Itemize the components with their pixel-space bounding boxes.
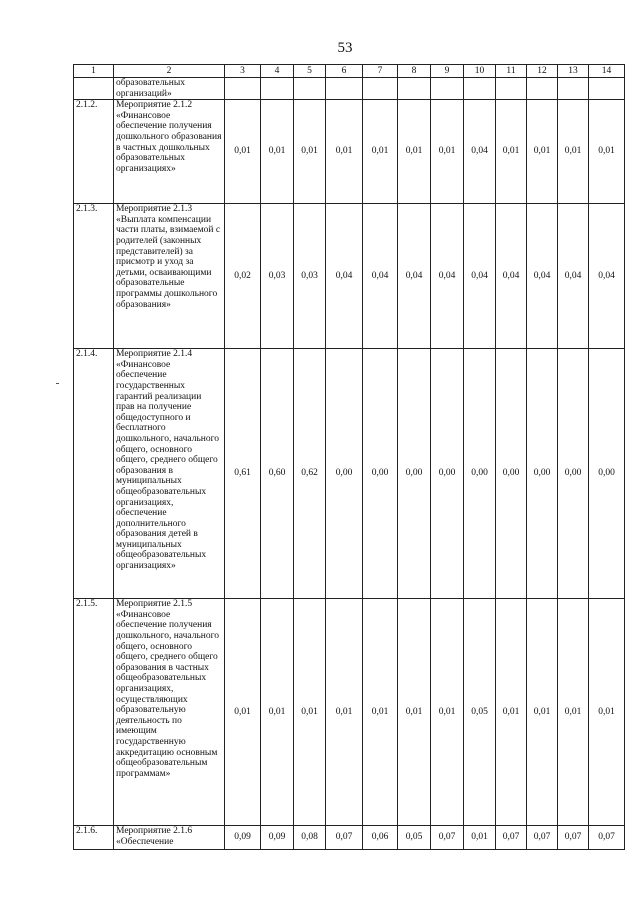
value-cell: 0,01 (431, 100, 464, 204)
value-cell: 0,07 (558, 826, 589, 850)
value-cell: 0,01 (294, 100, 326, 204)
page-number: 53 (337, 40, 353, 56)
value-cell: 0,01 (589, 100, 625, 204)
indicator-table (73, 64, 625, 850)
row-number: 2.1.5. (74, 599, 114, 826)
value-cell (431, 78, 464, 100)
value-cell: 0,00 (326, 349, 363, 599)
value-cell: 0,04 (431, 204, 464, 349)
value-cell: 0,07 (431, 826, 464, 850)
value-cell: 0,01 (464, 826, 496, 850)
value-cell: 0,05 (398, 826, 431, 850)
value-cell (589, 78, 625, 100)
value-cell: 0,01 (225, 100, 261, 204)
value-cell: 0,03 (294, 204, 326, 349)
value-cell: 0,07 (496, 826, 527, 850)
value-cell: 0,00 (589, 349, 625, 599)
column-header: 9 (431, 65, 464, 78)
value-cell (326, 78, 363, 100)
value-cell: 0,01 (527, 100, 558, 204)
value-cell: 0,01 (294, 599, 326, 826)
value-cell (261, 78, 294, 100)
value-cell: 0,01 (558, 100, 589, 204)
value-cell: 0,09 (261, 826, 294, 850)
value-cell: 0,04 (496, 204, 527, 349)
value-cell: 0,06 (363, 826, 398, 850)
value-cell: 0,01 (558, 599, 589, 826)
value-cell: 0,03 (261, 204, 294, 349)
value-cell (398, 78, 431, 100)
column-header: 10 (464, 65, 496, 78)
table-row (74, 204, 625, 349)
value-cell: 0,01 (363, 599, 398, 826)
table-row (74, 100, 625, 204)
value-cell: 0,04 (589, 204, 625, 349)
value-cell (225, 78, 261, 100)
value-cell: 0,04 (326, 204, 363, 349)
value-cell: 0,04 (398, 204, 431, 349)
value-cell (464, 78, 496, 100)
column-header: 2 (114, 65, 225, 78)
value-cell (527, 78, 558, 100)
value-cell: 0,09 (225, 826, 261, 850)
value-cell: 0,00 (496, 349, 527, 599)
value-cell (496, 78, 527, 100)
column-header: 7 (363, 65, 398, 78)
row-number: 2.1.4. (74, 349, 114, 599)
value-cell: 0,01 (326, 100, 363, 204)
value-cell: 0,07 (527, 826, 558, 850)
value-cell: 0,07 (326, 826, 363, 850)
value-cell: 0,04 (558, 204, 589, 349)
value-cell: 0,00 (464, 349, 496, 599)
row-description: Мероприятие 2.1.4 «Финансовое обеспечение государственных гарантий реализации прав на получение общедоступного и бесплатного дошкольного, начального общего, основного общего, среднего общего образования в муниципальных общеобразовательных организациях, обеспечение дополнительного образования детей в муниципальных общеобразовательных организациях» (114, 349, 225, 599)
value-cell: 0,07 (589, 826, 625, 850)
value-cell: 0,00 (398, 349, 431, 599)
value-cell: 0,01 (398, 100, 431, 204)
table-row (74, 349, 625, 599)
row-description: образовательных организаций» (114, 78, 225, 100)
column-header: 13 (558, 65, 589, 78)
column-header: 5 (294, 65, 326, 78)
margin-mark (56, 383, 59, 384)
value-cell: 0,01 (261, 599, 294, 826)
row-number: 2.1.2. (74, 100, 114, 204)
value-cell: 0,00 (363, 349, 398, 599)
value-cell (363, 78, 398, 100)
value-cell: 0,01 (496, 100, 527, 204)
row-number: 2.1.6. (74, 826, 114, 850)
row-description: Мероприятие 2.1.2 «Финансовое обеспечение получения дошкольного образования в частных дошкольных образовательных организациях» (114, 100, 225, 204)
row-number: 2.1.3. (74, 204, 114, 349)
value-cell: 0,02 (225, 204, 261, 349)
column-header: 12 (527, 65, 558, 78)
value-cell: 0,00 (431, 349, 464, 599)
row-description: Мероприятие 2.1.6 «Обеспечение (114, 826, 225, 850)
value-cell: 0,01 (261, 100, 294, 204)
table-row (74, 599, 625, 826)
row-description: Мероприятие 2.1.5 «Финансовое обеспечение получения дошкольного, начального общего, основного общего, среднего общего образования в частных общеобразовательных организациях, осуществляющих образовательную деятельность по имеющим государственную аккредитацию основным общеобразовательным программам» (114, 599, 225, 826)
value-cell: 0,01 (225, 599, 261, 826)
value-cell: 0,04 (464, 100, 496, 204)
value-cell: 0,04 (527, 204, 558, 349)
table-row (74, 826, 625, 850)
value-cell: 0,60 (261, 349, 294, 599)
value-cell: 0,05 (464, 599, 496, 826)
value-cell: 0,04 (363, 204, 398, 349)
row-number (74, 78, 114, 100)
column-header: 3 (225, 65, 261, 78)
table-body (74, 78, 625, 850)
value-cell: 0,04 (464, 204, 496, 349)
value-cell: 0,01 (527, 599, 558, 826)
value-cell (294, 78, 326, 100)
column-header: 4 (261, 65, 294, 78)
value-cell: 0,01 (431, 599, 464, 826)
value-cell (558, 78, 589, 100)
value-cell: 0,01 (363, 100, 398, 204)
value-cell: 0,01 (589, 599, 625, 826)
column-header: 1 (74, 65, 114, 78)
column-header: 6 (326, 65, 363, 78)
column-header: 11 (496, 65, 527, 78)
value-cell: 0,62 (294, 349, 326, 599)
value-cell: 0,00 (558, 349, 589, 599)
value-cell: 0,61 (225, 349, 261, 599)
value-cell: 0,01 (398, 599, 431, 826)
value-cell: 0,01 (496, 599, 527, 826)
column-header: 8 (398, 65, 431, 78)
value-cell: 0,00 (527, 349, 558, 599)
table-row (74, 78, 625, 100)
value-cell: 0,01 (326, 599, 363, 826)
header-row (74, 65, 625, 78)
column-header: 14 (589, 65, 625, 78)
value-cell: 0,08 (294, 826, 326, 850)
row-description: Мероприятие 2.1.3 «Выплата компенсации части платы, взимаемой с родителей (законных представителей) за присмотр и уход за детьми, осваивающими образовательные программы дошкольного образования» (114, 204, 225, 349)
